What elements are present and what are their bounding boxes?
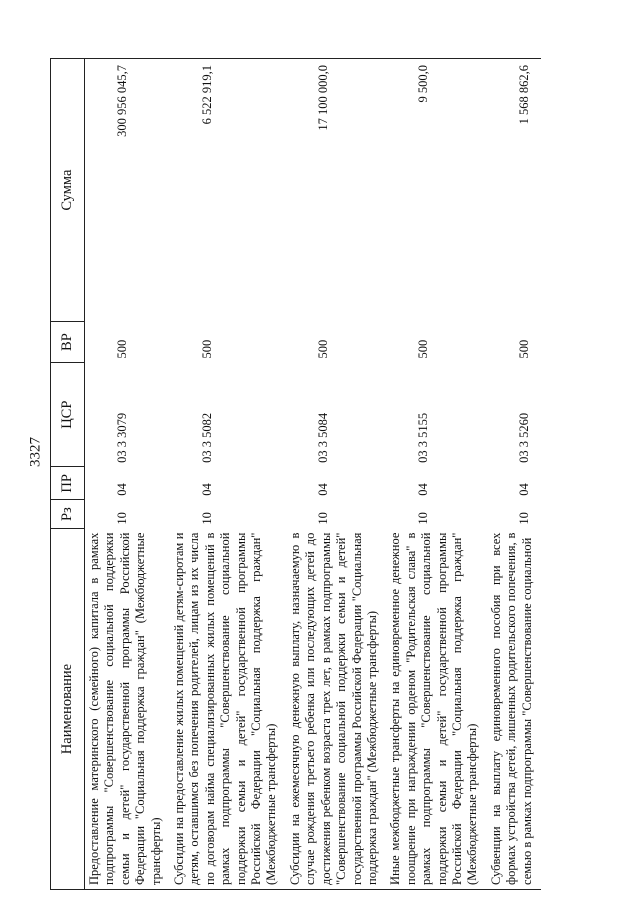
row-csr: 03 3 5084 (315, 412, 330, 463)
row-pr: 04 (315, 483, 330, 496)
row-sum: 9 500,0 (386, 59, 486, 322)
header-vr: ВР (51, 322, 85, 363)
row-name: Субвенции на выплату единовременного пособия при всех формах устройства детей, лишенных родительского попечения, в семью в рамках подпрограммы "Совершенствование социальной (487, 529, 541, 890)
table-row (85, 59, 171, 890)
row-vr: 500 (516, 339, 531, 359)
table-row (487, 59, 541, 890)
rotated-table-container (50, 58, 598, 890)
row-sum: 300 956 045,7 (85, 59, 171, 322)
row-csr: 03 3 5260 (516, 412, 531, 463)
row-sum: 17 100 000,0 (286, 59, 386, 322)
row-vr: 500 (416, 339, 431, 359)
row-rz: 10 (315, 512, 330, 525)
row-vr: 500 (315, 339, 330, 359)
row-pr: 04 (416, 483, 431, 496)
row-rz: 10 (115, 512, 129, 525)
header-name: Наименование (51, 529, 85, 890)
table-header-row (51, 59, 85, 890)
row-name: Субсидии на предоставление жилых помещений детям-сиротам и детям, оставшимся без попечения родителей, лицам из их числа по договорам найма специализированных жилых помещений в рамках подпрограммы "Совершенствование социальной поддержки семьи и детей" государственной программы Российской Федерации "Социальная поддержка граждан" (Межбюджетные трансферты) (170, 529, 286, 890)
header-sum: Сумма (51, 59, 85, 322)
row-name: Субсидии на ежемесячную денежную выплату, назначаемую в случае рождения третьего ребенка или последующих детей до достижения ребенком возраста трех лет, в рамках подпрограммы "Совершенствование социальной поддержки семьи и детей" государственной программы Российской Федерации "Социальная поддержка граждан" (Межбюджетные трансферты) (286, 529, 386, 890)
row-sum: 6 522 919,1 (170, 59, 286, 322)
row-pr: 04 (115, 483, 129, 496)
row-csr: 03 3 3079 (115, 412, 129, 463)
row-vr: 500 (115, 339, 129, 359)
header-csr: ЦСР (51, 362, 85, 466)
row-name: Предоставление материнского (семейного) капитала в рамках подпрограммы "Совершенствование социальной поддержки семьи и детей" государственной программы Российской Федерации "Социальная поддержка граждан" (Межбюджетные трансферты) (85, 529, 171, 890)
header-pr: ПР (51, 467, 85, 500)
row-csr: 03 3 5082 (200, 412, 215, 463)
table-row (170, 59, 286, 890)
row-pr: 04 (200, 483, 215, 496)
table-row (286, 59, 386, 890)
row-sum: 1 568 862,6 (487, 59, 541, 322)
row-vr: 500 (200, 339, 215, 359)
page-number: 3327 (27, 437, 44, 467)
table-row (386, 59, 486, 890)
row-rz: 10 (416, 512, 431, 525)
row-name: Иные межбюджетные трансферты на единовременное денежное поощрение при награждении орденом "Родительская слава" в рамках подпрограммы "Совершенствование социальной поддержки семьи и детей" государственной программы Российской Федерации "Социальная поддержка граждан" (Межбюджетные трансферты) (386, 529, 486, 890)
row-csr: 03 3 5155 (416, 412, 431, 463)
row-rz: 10 (200, 512, 215, 525)
budget-table (50, 58, 541, 890)
header-rz: Рз (51, 500, 85, 529)
row-rz: 10 (516, 512, 531, 525)
row-pr: 04 (516, 483, 531, 496)
